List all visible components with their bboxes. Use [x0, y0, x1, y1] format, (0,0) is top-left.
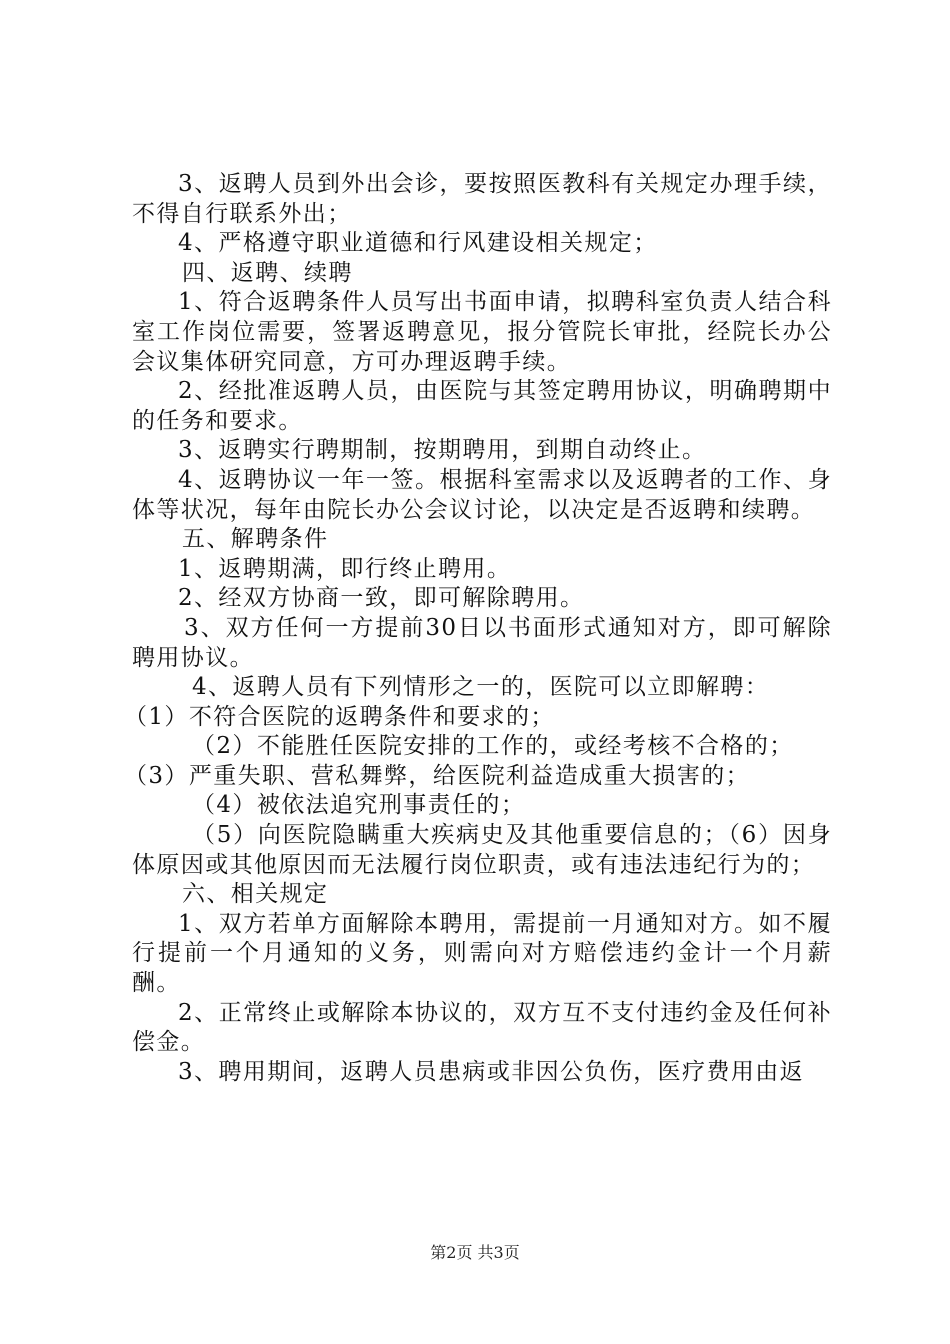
paragraph: 3、返聘人员到外出会诊，要按照医教科有关规定办理手续，不得自行联系外出； — [132, 171, 832, 227]
paragraph: 2、经双方协商一致，即可解除聘用。 — [178, 585, 585, 612]
document-body — [124, 170, 832, 1087]
paragraph: 1、双方若单方面解除本聘用，需提前一月通知对方。如不履行提前一个月通知的义务，则需向对方赔偿违约金计一个月薪酬。 — [132, 910, 832, 997]
paragraph: 3、返聘实行聘期制，按期聘用，到期自动终止。 — [178, 437, 707, 464]
paragraph: 4、严格遵守职业道德和行风建设相关规定； — [178, 230, 658, 257]
list-item: （1）不符合医院的返聘条件和要求的； — [124, 703, 555, 730]
paragraph: 2、正常终止或解除本协议的，双方互不支付违约金及任何补偿金。 — [132, 999, 832, 1056]
list-item: （3）严重失职、营私舞弊，给医院利益造成重大损害的； — [124, 762, 751, 789]
paragraph: 4、返聘人员有下列情形之一的，医院可以立即解聘： — [192, 674, 770, 701]
paragraph: 4、返聘协议一年一签。根据科室需求以及返聘者的工作、身体等状况，每年由院长办公会议讨论，以决定是否返聘和续聘。 — [132, 466, 832, 523]
paragraph: 1、符合返聘条件人员写出书面申请，拟聘科室负责人结合科室工作岗位需要，签署返聘意见，报分管院长审批，经院长办公会议集体研究同意，方可办理返聘手续。 — [132, 289, 832, 375]
list-item: （4）被依法追究刑事责任的； — [192, 792, 526, 819]
list-item: （5）向医院隐瞒重大疾病史及其他重要信息的；（6）因身体原因或其他原因而无法履行岗位职责，或有违法违纪行为的； — [132, 822, 832, 878]
paragraph: 2、经批准返聘人员，由医院与其签定聘用协议，明确聘期中的任务和要求。 — [132, 378, 832, 434]
section-heading: 六、相关规定 — [182, 881, 329, 908]
paragraph: 1、返聘期满，即行终止聘用。 — [178, 555, 512, 582]
section-heading: 五、解聘条件 — [182, 526, 329, 553]
paragraph: 3、双方任何一方提前30日以书面形式通知对方，即可解除聘用协议。 — [132, 614, 832, 671]
page-footer: 第2页 共3页 — [430, 1243, 520, 1262]
section-heading: 四、返聘、续聘 — [182, 259, 353, 286]
paragraph: 3、聘用期间，返聘人员患病或非因公负伤，医疗费用由返 — [178, 1058, 805, 1085]
list-item: （2）不能胜任医院安排的工作的，或经考核不合格的； — [192, 733, 794, 760]
